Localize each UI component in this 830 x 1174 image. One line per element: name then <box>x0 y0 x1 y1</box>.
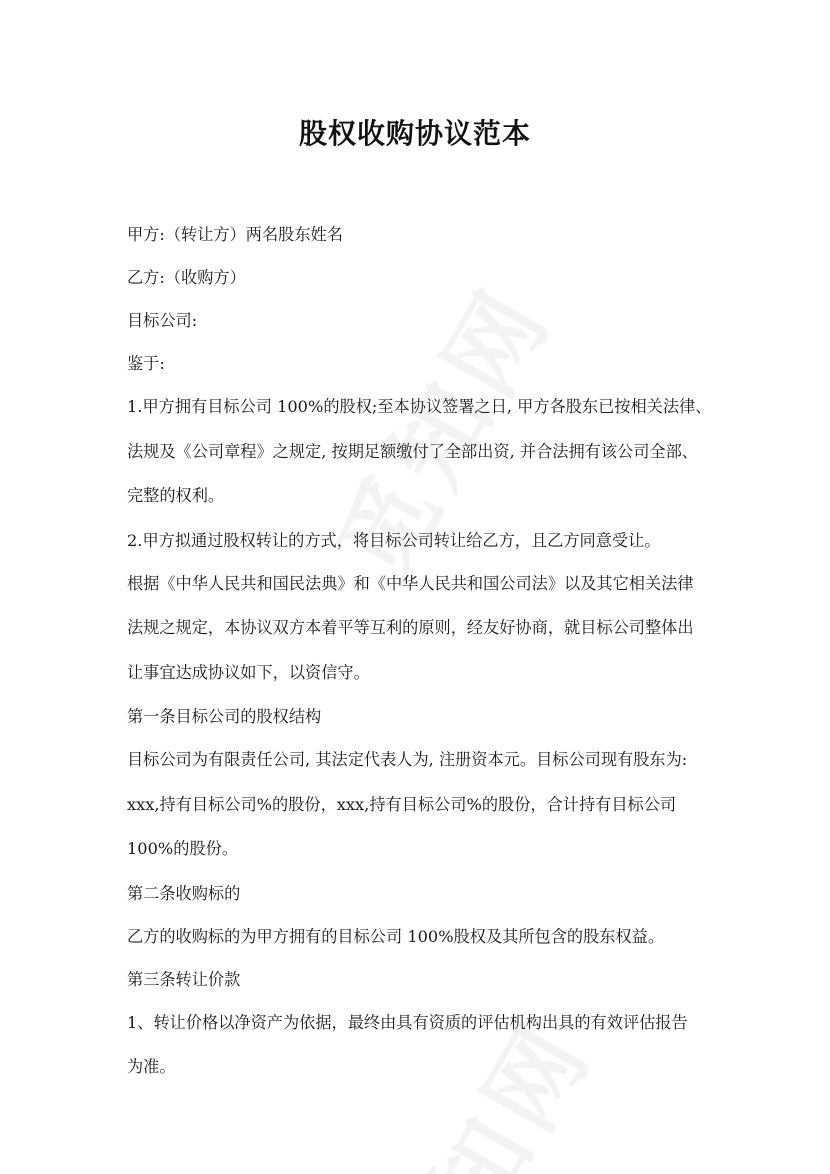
article-heading: 第二条收购标的 <box>127 883 241 903</box>
document-body <box>127 213 717 1090</box>
whereas-heading: 鉴于: <box>127 354 165 373</box>
article-heading: 第一条目标公司的股权结构 <box>127 707 322 726</box>
paragraph-line: xxx,持有目标公司%的股份，xxx,持有目标公司%的股份，合计持有目标公司 <box>127 794 677 814</box>
party-b-line: 乙方:（收购方） <box>127 268 246 287</box>
paragraph-line: 1、转让价格以净资产为依据，最终由具有资质的评估机构出具的有效评估报告 <box>127 1012 688 1032</box>
paragraph-line: 1.甲方拥有目标公司 100%的股权;至本协议签署之日, 甲方各股东已按相关法律、 <box>127 397 712 416</box>
document-title: 股权收购协议范本 <box>298 117 531 150</box>
paragraph-line: 法规之规定，本协议双方本着平等互利的原则，经友好协商，就目标公司整体出 <box>127 618 694 637</box>
target-company-line: 目标公司: <box>127 311 198 330</box>
paragraph-line: 法规及《公司章程》之规定, 按期足额缴付了全部出资, 并合法拥有该公司全部、 <box>127 441 698 461</box>
paragraph-line: 根据《中华人民共和国民法典》和《中华人民共和国公司法》以及其它相关法律 <box>127 573 694 593</box>
paragraph-line: 为准。 <box>127 1057 176 1076</box>
article-heading: 第三条转让价款 <box>127 969 241 989</box>
party-a-line: 甲方:（转让方）两名股东姓名 <box>127 225 343 244</box>
paragraph-line: 完整的权利。 <box>127 486 225 505</box>
paragraph-line: 让事宜达成协议如下，以资信守。 <box>127 662 370 682</box>
paragraph-line: 100%的股份。 <box>127 839 239 858</box>
paragraph-line: 乙方的收购标的为甲方拥有的目标公司 100%股权及其所包含的股东权益。 <box>127 926 665 946</box>
paragraph-line: 目标公司为有限责任公司, 其法定代表人为, 注册资本元。目标公司现有股东为: <box>127 750 688 769</box>
paragraph-line: 2.甲方拟通过股权转让的方式，将目标公司转让给乙方，且乙方同意受让。 <box>127 530 661 550</box>
